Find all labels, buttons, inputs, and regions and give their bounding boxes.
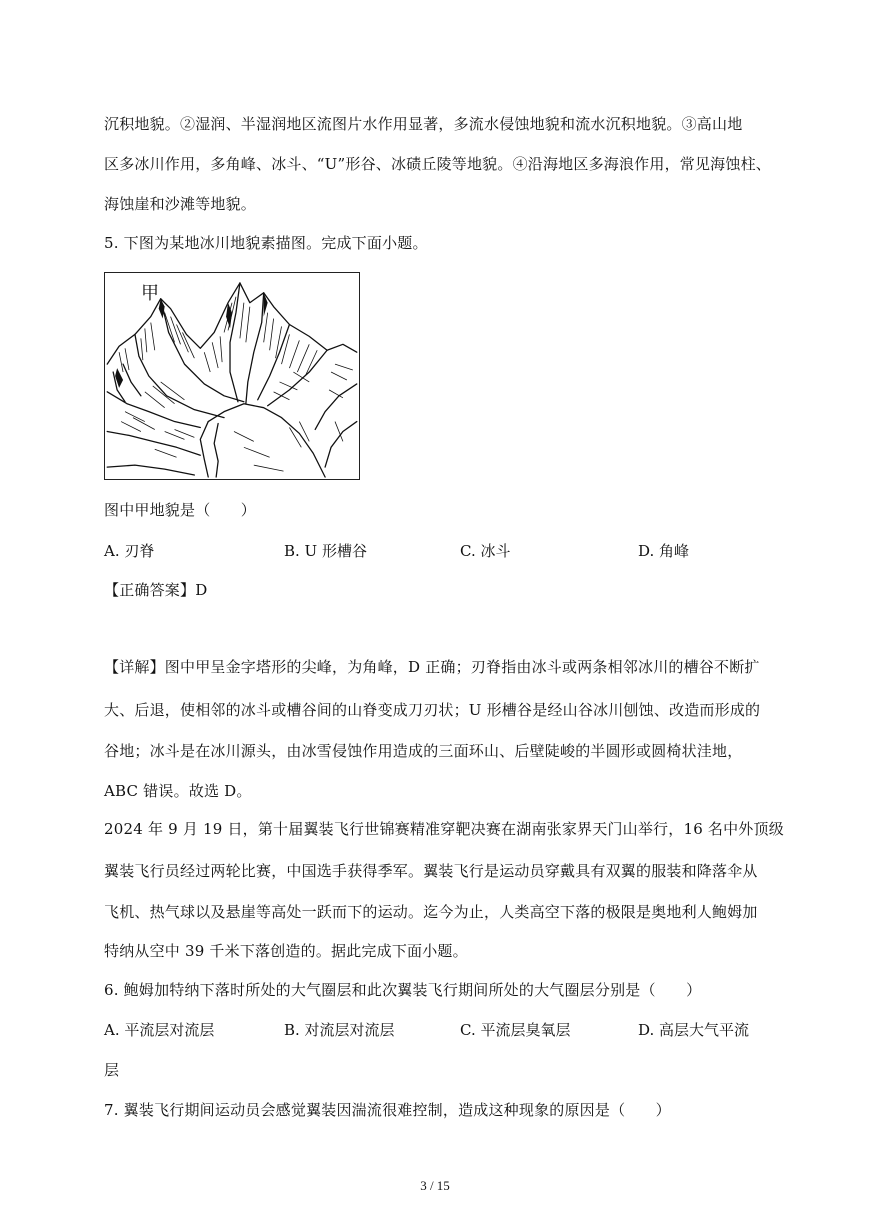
q5-option-b: B. U 形槽谷 <box>284 542 367 560</box>
q6-option-d-wrap: 层 <box>104 1061 120 1079</box>
q6-stem: 6. 鲍姆加特纳下落时所处的大气圈层和此次翼装飞行期间所处的大气圈层分别是（ ） <box>104 981 702 999</box>
q5-explanation-line-3: 谷地；冰斗是在冰川源头，由冰雪侵蚀作用造成的三面环山、后壁陡峻的半圆形或圆椅状洼地， <box>104 742 743 760</box>
q7-stem: 7. 翼装飞行期间运动员会感觉翼装因湍流很难控制，造成这种现象的原因是（ ） <box>104 1101 671 1119</box>
passage-line-3: 飞机、热气球以及悬崖等高处一跃而下的运动。迄今为止，人类高空下落的极限是奥地利人鲍姆加 <box>104 903 758 921</box>
intro-line-1: 沉积地貌。②湿润、半湿润地区流图片水作用显著，多流水侵蚀地貌和流水沉积地貌。③高山地 <box>104 115 743 133</box>
q5-question: 图中甲地貌是（ ） <box>104 501 257 519</box>
intro-line-3: 海蚀崖和沙滩等地貌。 <box>104 195 257 213</box>
q6-option-a: A. 平流层对流层 <box>104 1021 215 1039</box>
q6-option-c: C. 平流层臭氧层 <box>460 1021 571 1039</box>
q5-explanation-line-4: ABC 错误。故选 D。 <box>104 782 252 800</box>
passage-line-1: 2024 年 9 月 19 日，第十届翼装飞行世锦赛精准穿靶决赛在湖南张家界天门山举行，16 名中外顶级 <box>104 820 784 838</box>
page-number: 3 / 15 <box>420 1178 450 1193</box>
q5-answer: 【正确答案】D <box>104 581 208 599</box>
figure-label-jia: 甲 <box>141 283 159 304</box>
passage-line-2: 翼装飞行员经过两轮比赛，中国选手获得季军。翼装飞行是运动员穿戴具有双翼的服装和降落伞从 <box>104 862 758 880</box>
q5-option-a: A. 刃脊 <box>104 542 155 560</box>
q6-option-b: B. 对流层对流层 <box>284 1021 395 1039</box>
intro-line-2: 区多冰川作用，多角峰、冰斗、“U”形谷、冰碛丘陵等地貌。④沿海地区多海浪作用，常见海蚀柱、 <box>104 155 771 173</box>
q5-explanation-line-1: 【详解】图中甲呈金字塔形的尖峰，为角峰，D 正确；刃脊指由冰斗或两条相邻冰川的槽谷不断扩 <box>104 658 760 676</box>
q5-option-d: D. 角峰 <box>638 542 690 560</box>
q5-option-c: C. 冰斗 <box>460 542 511 560</box>
glacier-sketch-figure <box>104 272 360 480</box>
passage-line-4: 特纳从空中 39 千米下落创造的。据此完成下面小题。 <box>104 942 468 960</box>
q5-explanation-line-2: 大、后退，使相邻的冰斗或槽谷间的山脊变成刀刃状；U 形槽谷是经山谷冰川刨蚀、改造而形成的 <box>104 701 761 719</box>
q5-stem: 5. 下图为某地冰川地貌素描图。完成下面小题。 <box>104 234 428 252</box>
q6-option-d: D. 高层大气平流 <box>638 1021 750 1039</box>
